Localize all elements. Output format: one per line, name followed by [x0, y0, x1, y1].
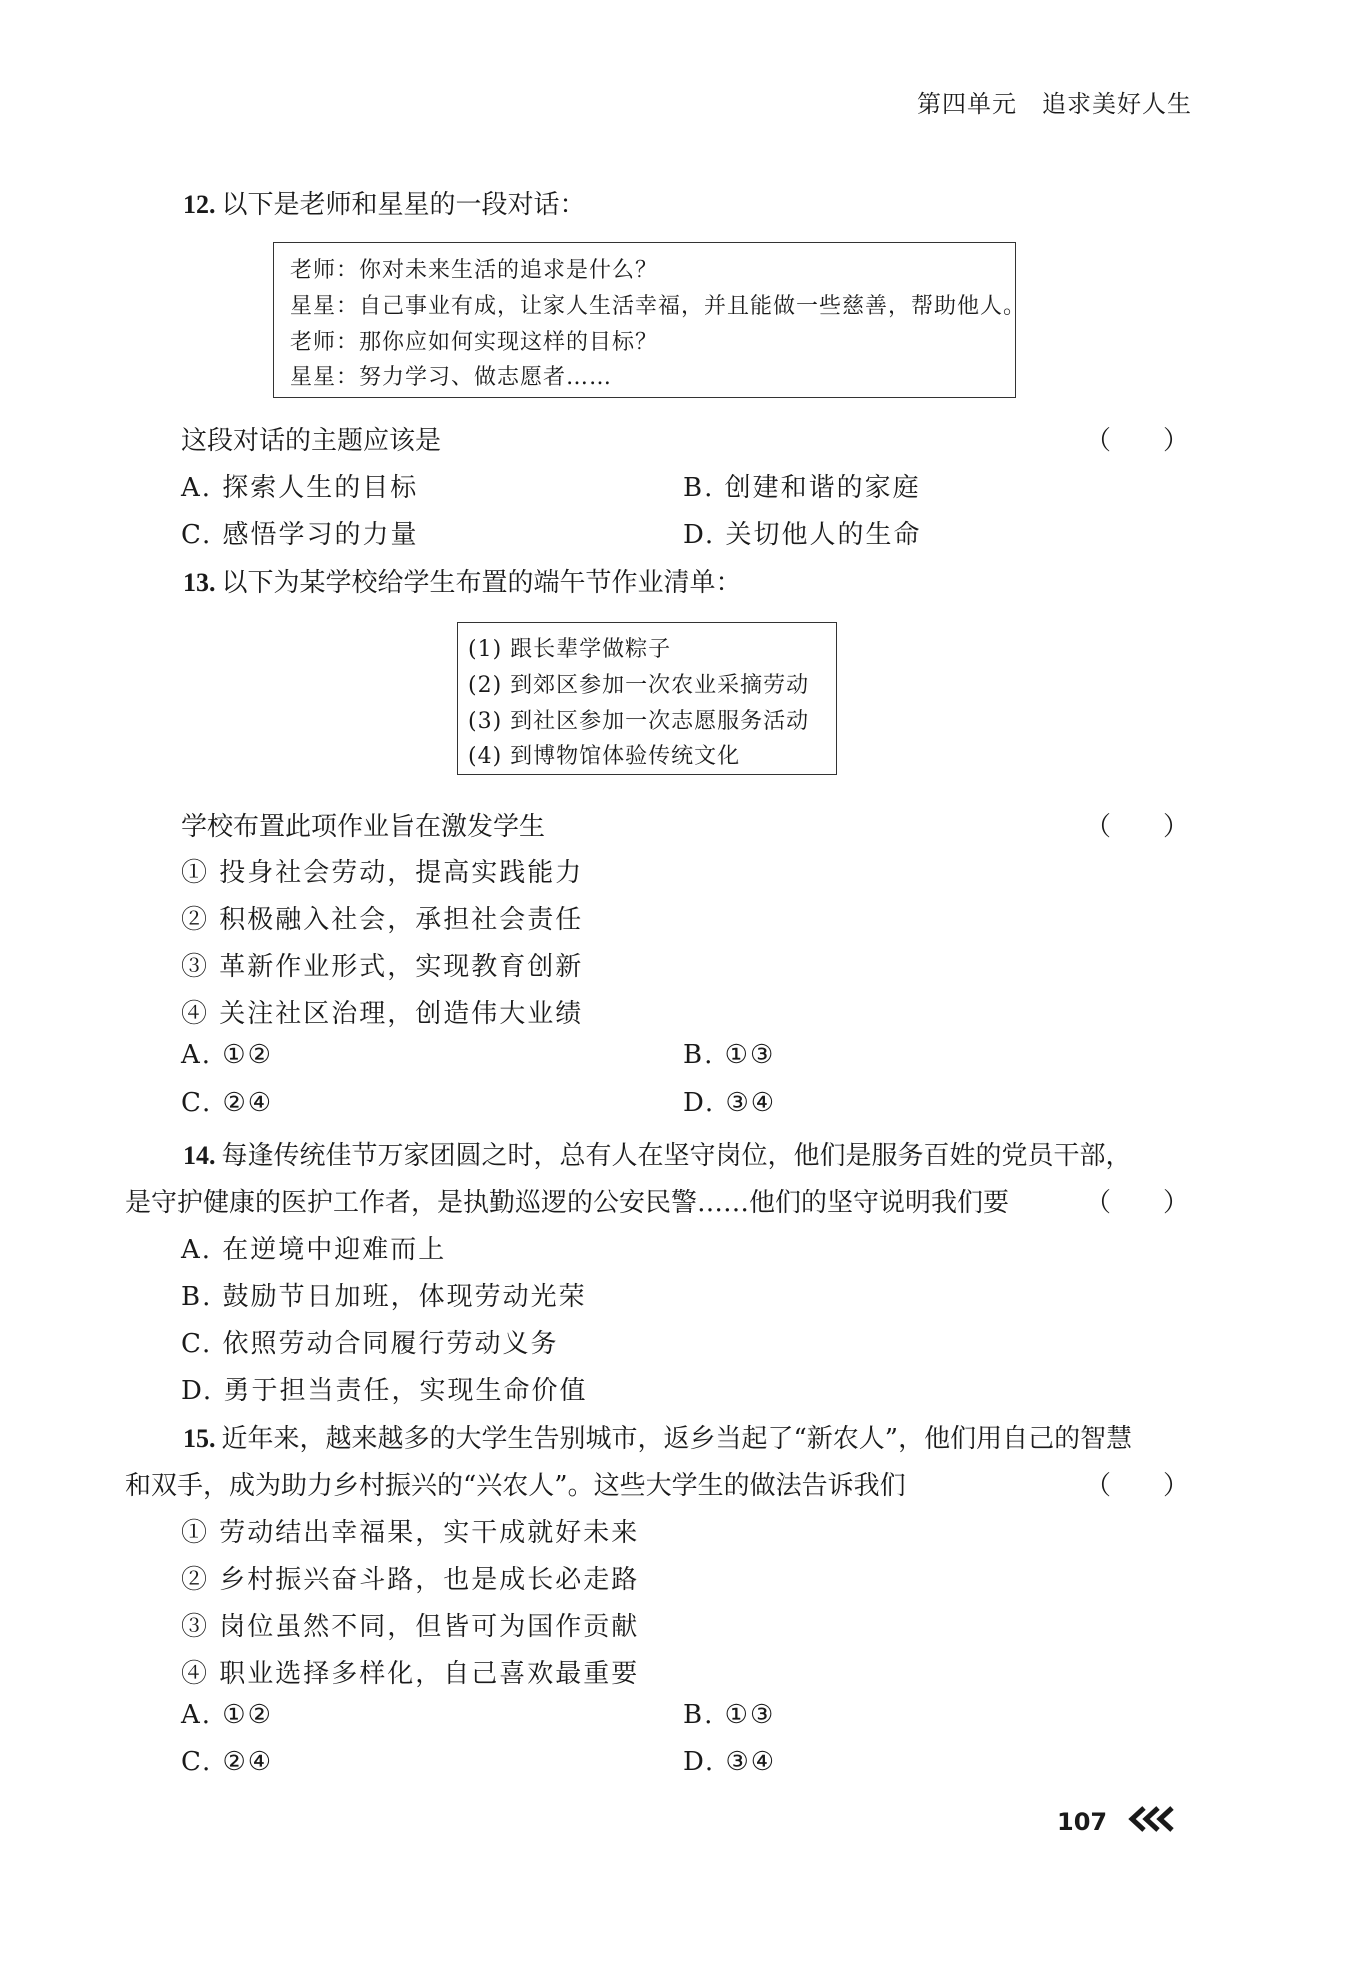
homework-list-box — [457, 622, 837, 775]
question-13-stem — [183, 562, 742, 599]
question-14-stem — [183, 1135, 1132, 1172]
question-number: 15. — [183, 1424, 216, 1453]
option-d[interactable]: D. 勇于担当责任，实现生命价值 — [181, 1376, 588, 1406]
answer-blank[interactable]: （ ） — [1085, 1471, 1190, 1501]
option-d[interactable]: D. 关切他人的生命 — [683, 520, 922, 550]
dialogue-line: 老师：你对未来生活的追求是什么？ — [290, 258, 659, 283]
dialogue-line: 星星：努力学习、做志愿者…… — [290, 365, 613, 390]
option-b[interactable]: B. 创建和谐的家庭 — [683, 473, 921, 503]
question-13-prompt: 学校布置此项作业旨在激发学生 — [181, 812, 546, 842]
question-14-stem-cont: 是守护健康的医护工作者，是执勤巡逻的公安民警……他们的坚守说明我们要 — [125, 1188, 1010, 1218]
dialogue-line: 星星：自己事业有成，让家人生活幸福，并且能做一些慈善，帮助他人。 — [290, 294, 1027, 319]
option-b[interactable]: B. ①③ — [683, 1700, 776, 1730]
statement-1: ① 投身社会劳动，提高实践能力 — [181, 858, 584, 888]
question-12-prompt: 这段对话的主题应该是 — [181, 426, 442, 456]
homework-item: (2) 到郊区参加一次农业采摘劳动 — [468, 673, 810, 698]
option-c[interactable]: C. 依照劳动合同履行劳动义务 — [181, 1329, 559, 1359]
statement-3: ③ 革新作业形式，实现教育创新 — [181, 952, 584, 982]
question-number: 14. — [183, 1141, 216, 1170]
question-12-stem — [183, 184, 586, 221]
statement-2: ② 乡村振兴奋斗路，也是成长必走路 — [181, 1565, 640, 1595]
page-number: 107 — [1057, 1808, 1108, 1836]
statement-4: ④ 关注社区治理，创造伟大业绩 — [181, 999, 584, 1029]
statement-1: ① 劳动结出幸福果，实干成就好未来 — [181, 1518, 640, 1548]
question-text: 近年来，越来越多的大学生告别城市，返乡当起了“新农人”，他们用自己的智慧 — [221, 1424, 1133, 1454]
option-c[interactable]: C. 感悟学习的力量 — [181, 520, 419, 550]
question-text: 以下为某学校给学生布置的端午节作业清单： — [221, 568, 742, 598]
answer-blank[interactable]: （ ） — [1085, 426, 1190, 456]
statement-3: ③ 岗位虽然不同，但皆可为国作贡献 — [181, 1612, 640, 1642]
question-number: 13. — [183, 568, 216, 597]
statement-4: ④ 职业选择多样化，自己喜欢最重要 — [181, 1659, 640, 1689]
option-a[interactable]: A. ①② — [181, 1700, 273, 1730]
option-a[interactable]: A. 探索人生的目标 — [181, 473, 419, 503]
homework-item: (1) 跟长辈学做粽子 — [468, 637, 672, 662]
option-b[interactable]: B. ①③ — [683, 1040, 776, 1070]
option-d[interactable]: D. ③④ — [683, 1747, 777, 1777]
option-c[interactable]: C. ②④ — [181, 1088, 274, 1118]
dialogue-box — [273, 242, 1027, 398]
option-b[interactable]: B. 鼓励节日加班，体现劳动光荣 — [181, 1282, 587, 1312]
option-c[interactable]: C. ②④ — [181, 1747, 274, 1777]
answer-blank[interactable]: （ ） — [1085, 1188, 1190, 1218]
answer-blank[interactable]: （ ） — [1085, 812, 1190, 842]
option-d[interactable]: D. ③④ — [683, 1088, 777, 1118]
question-text: 每逢传统佳节万家团圆之时，总有人在坚守岗位，他们是服务百姓的党员干部， — [221, 1141, 1132, 1171]
question-number: 12. — [183, 190, 216, 219]
unit-header: 第四单元 追求美好人生 — [917, 90, 1192, 118]
homework-item: (4) 到博物馆体验传统文化 — [468, 744, 741, 769]
question-15-stem — [183, 1418, 1132, 1455]
option-a[interactable]: A. 在逆境中迎难而上 — [181, 1235, 447, 1265]
question-text: 以下是老师和星星的一段对话： — [221, 190, 586, 220]
statement-2: ② 积极融入社会，承担社会责任 — [181, 905, 584, 935]
dialogue-line: 老师：那你应如何实现这样的目标？ — [290, 330, 659, 355]
option-a[interactable]: A. ①② — [181, 1040, 273, 1070]
question-15-stem-cont: 和双手，成为助力乡村振兴的“兴农人”。这些大学生的做法告诉我们 — [125, 1471, 906, 1501]
homework-item: (3) 到社区参加一次志愿服务活动 — [468, 709, 810, 734]
triple-chevron-icon — [1128, 1806, 1176, 1836]
